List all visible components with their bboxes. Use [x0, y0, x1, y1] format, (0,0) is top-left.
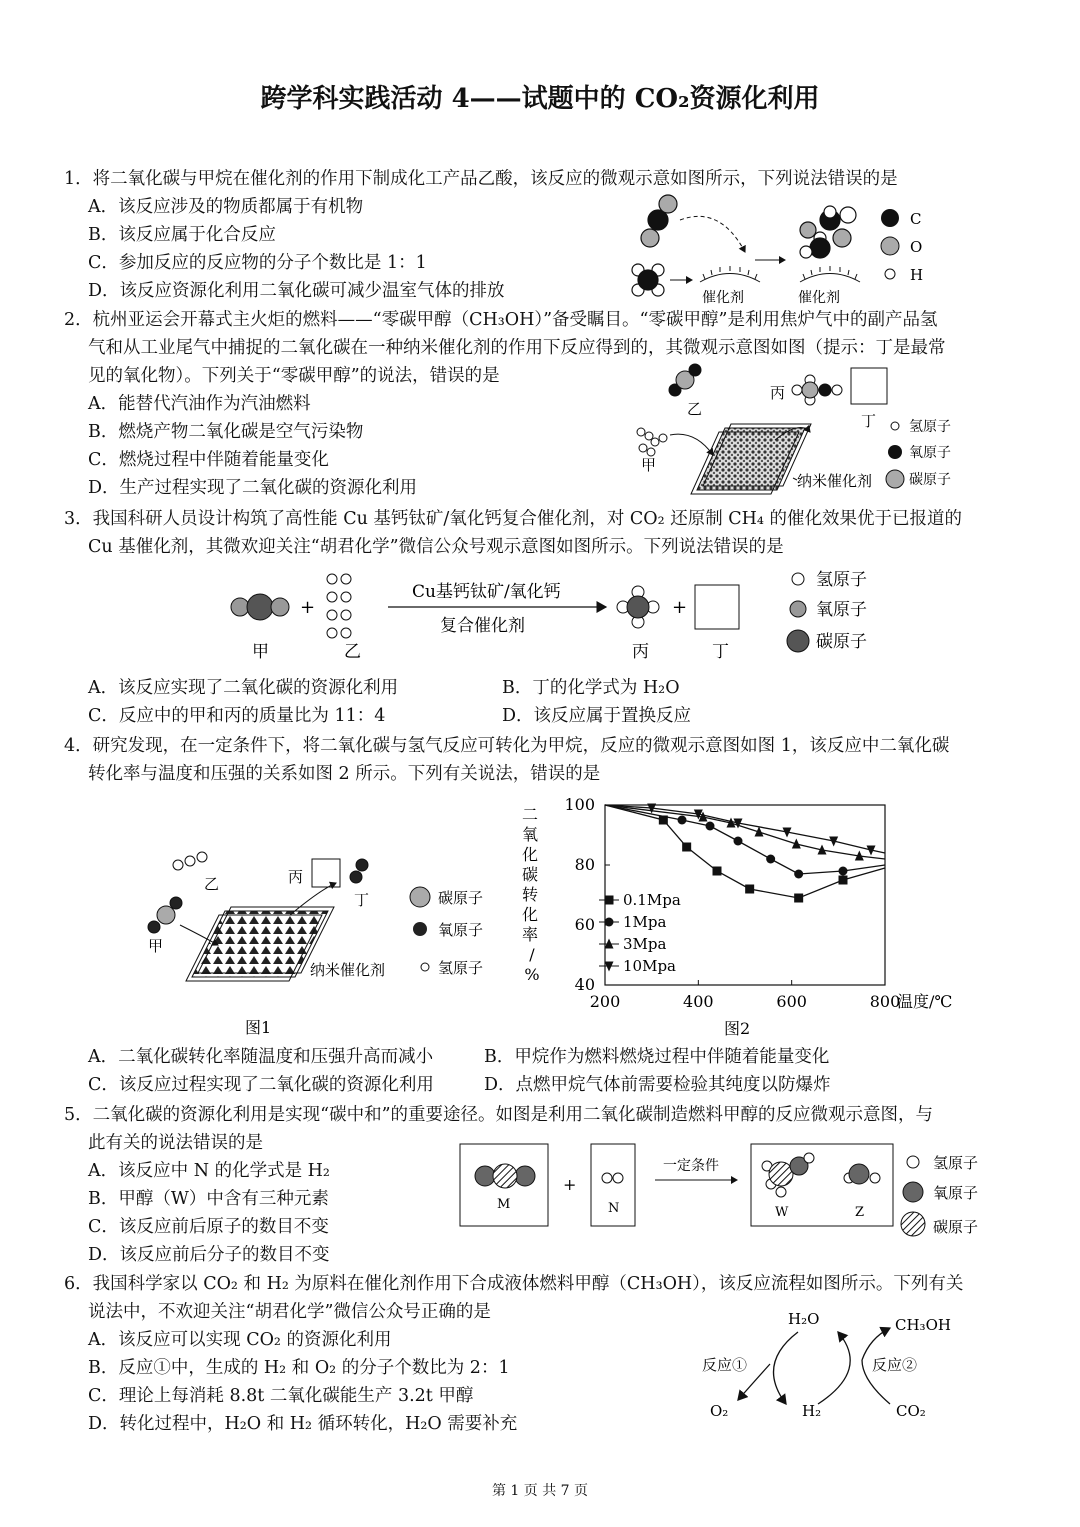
q5-option-a: A．该反应中 N 的化学式是 H₂	[88, 1161, 330, 1181]
y-tick-label: 100	[564, 795, 595, 814]
carbon-atom-icon	[787, 630, 809, 652]
x-tick-label: 200	[589, 992, 621, 1011]
q4-ding-label: 丁	[354, 891, 370, 909]
q3-condition-bottom: 复合催化剂	[440, 616, 525, 636]
q4-fig1-caption: 图1	[245, 1018, 272, 1037]
hydrogen-atom-icon	[891, 422, 899, 430]
legend-entry: 3Mpa	[623, 935, 667, 953]
q6-figure	[690, 1300, 970, 1430]
q5-stem-line-1: 5．二氧化碳的资源化利用是实现“碳中和”的重要途径。如图是利用二氧化碳制造燃料甲醇的反应微观示意图，与	[64, 1105, 934, 1125]
q4-stem-line-2: 转化率与温度和压强的关系如图 2 所示。下列有关说法，错误的是	[88, 764, 601, 784]
q1-catalyst-label-2: 催化剂	[798, 290, 840, 305]
q5-label-w: W	[775, 1205, 789, 1220]
oxygen-atom-icon	[413, 922, 427, 936]
q3-plus-2: +	[672, 597, 688, 618]
q4-figure-1	[140, 845, 510, 1040]
q5-legend-c: 碳原子	[933, 1218, 979, 1236]
q4-stem-line-1: 4．研究发现，在一定条件下，将二氧化碳与氢气反应可转化为甲烷，反应的微观示意图如图 1，该反应中二氧化碳	[64, 736, 950, 756]
chart-point	[745, 885, 754, 894]
q3-yi-label: 乙	[344, 642, 361, 662]
chart-point	[706, 822, 715, 831]
hydrogen-atom-icon	[421, 963, 429, 971]
chart-point	[682, 843, 691, 852]
legend-entry: 1Mpa	[623, 913, 667, 931]
y-axis-label: 二氧化碳转化率/ %	[521, 805, 540, 984]
q6-option-c: C．理论上每消耗 8.8t 二氧化碳能生产 3.2t 甲醇	[88, 1386, 474, 1406]
hydrogen-atom-icon	[792, 573, 804, 585]
q3-option-d: D．该反应属于置换反应	[502, 706, 692, 726]
q6-co2: CO₂	[896, 1402, 926, 1420]
series-line-3	[605, 805, 885, 853]
q2-stem-line-1: 2．杭州亚运会开幕式主火炬的燃料——“零碳甲醇（CH₃OH）”备受瞩目。“零碳甲醇”是利用焦炉气中的副产品氢	[64, 310, 938, 330]
q2-jia-label: 甲	[641, 456, 657, 474]
chart-point	[605, 918, 614, 927]
q5-option-c: C．该反应前后原子的数目不变	[88, 1217, 329, 1237]
q1-legend-h: H	[910, 266, 924, 284]
q6-stem-line-2: 说法中，不欢迎关注“胡君化学”微信公众号正确的是	[88, 1302, 491, 1322]
q1-option-a: A．该反应涉及的物质都属于有机物	[88, 197, 364, 217]
q1-legend-c: C	[910, 210, 922, 228]
q5-figure	[455, 1140, 995, 1240]
q2-ding-label: 丁	[861, 412, 877, 430]
q2-legend-o: 氧原子	[909, 445, 951, 461]
q2-stem-line-3: 见的氧化物）。下列关于“零碳甲醇”的说法，错误的是	[88, 366, 500, 386]
q5-label-m: M	[497, 1197, 511, 1212]
q3-option-c: C．反应中的甲和丙的质量比为 11：4	[88, 706, 386, 726]
carbon-atom-icon	[410, 887, 430, 907]
q6-reaction-2: 反应②	[872, 1356, 918, 1374]
oxygen-atom-icon	[888, 445, 902, 459]
q4-bing-label: 丙	[288, 868, 304, 886]
q2-legend-c: 碳原子	[909, 472, 951, 488]
chart-point	[839, 876, 848, 885]
page-footer: 第 1 页 共 7 页	[491, 1483, 589, 1499]
q6-h2o: H₂O	[788, 1310, 820, 1328]
q3-option-b: B．丁的化学式为 H₂O	[502, 678, 680, 698]
q4-chart	[510, 790, 980, 1040]
q4-legend-h: 氢原子	[438, 959, 484, 977]
q4-option-b: B．甲烷作为燃料燃烧过程中伴随着能量变化	[484, 1047, 830, 1067]
q4-option-c: C．该反应过程实现了二氧化碳的资源化利用	[88, 1075, 434, 1095]
q2-legend-h: 氢原子	[909, 419, 951, 435]
q1-option-d: D．该反应资源化利用二氧化碳可减少温室气体的排放	[88, 281, 505, 301]
q6-o2: O₂	[710, 1402, 729, 1420]
q1-catalyst-label-1: 催化剂	[702, 290, 744, 305]
oxygen-atom-icon	[881, 237, 899, 255]
q5-legend-o: 氧原子	[933, 1184, 979, 1202]
q5-option-d: D．该反应前后分子的数目不变	[88, 1245, 330, 1265]
q6-reaction-1: 反应①	[702, 1356, 748, 1374]
q3-jia-label: 甲	[252, 642, 269, 662]
q6-h2: H₂	[802, 1402, 822, 1420]
q4-option-d: D．点燃甲烷气体前需要检验其纯度以防爆炸	[484, 1075, 831, 1095]
chart-point	[794, 870, 803, 879]
q5-label-z: Z	[855, 1205, 865, 1220]
q4-fig2-caption: 图2	[724, 1019, 751, 1038]
carbon-atom-icon	[881, 209, 899, 227]
q4-option-a: A．二氧化碳转化率随温度和压强升高而减小	[88, 1047, 434, 1067]
q6-option-b: B．反应①中，生成的 H₂ 和 O₂ 的分子个数比为 2：1	[88, 1358, 510, 1378]
q4-jia-label: 甲	[148, 937, 164, 955]
hydrogen-atom-icon	[907, 1156, 919, 1168]
q2-figure	[625, 360, 980, 500]
q1-legend-o: O	[910, 238, 923, 256]
chart-point	[839, 867, 848, 876]
q3-legend-c: 碳原子	[816, 632, 867, 652]
q6-option-a: A．该反应可以实现 CO₂ 的资源化利用	[88, 1330, 392, 1350]
q4-catalyst-label: 纳米催化剂	[310, 961, 386, 979]
q2-catalyst-label: 纳米催化剂	[797, 472, 873, 490]
q2-yi-label: 乙	[687, 400, 703, 418]
chart-point	[713, 867, 722, 876]
q1-option-b: B．该反应属于化合反应	[88, 225, 276, 245]
carbon-atom-icon	[901, 1212, 925, 1236]
q3-ding-label: 丁	[712, 642, 729, 662]
q2-option-b: B．燃烧产物二氧化碳是空气污染物	[88, 422, 364, 442]
q5-legend-h: 氢原子	[933, 1154, 979, 1172]
chart-point	[605, 896, 614, 905]
y-tick-label: 80	[574, 855, 595, 874]
q3-bing-label: 丙	[632, 642, 649, 662]
x-tick-label: 400	[683, 992, 714, 1011]
x-axis-label: 温度/℃	[897, 992, 953, 1011]
legend-entry: 0.1Mpa	[623, 891, 681, 909]
y-tick-label: 60	[574, 915, 595, 934]
q6-stem-line-1: 6．我国科学家以 CO₂ 和 H₂ 为原料在催化剂作用下合成液体燃料甲醇（CH₃OH），该反应流程如图所示。下列有关	[64, 1274, 964, 1294]
q3-option-a: A．该反应实现了二氧化碳的资源化利用	[88, 678, 399, 698]
chart-point	[734, 837, 743, 846]
legend-entry: 10Mpa	[623, 957, 676, 975]
oxygen-atom-icon	[903, 1182, 923, 1202]
q4-legend-o: 氧原子	[438, 921, 484, 939]
oxygen-atom-icon	[790, 601, 806, 617]
x-tick-label: 800	[869, 992, 901, 1011]
q4-legend-c: 碳原子	[438, 889, 484, 907]
q3-plus-1: +	[300, 597, 316, 618]
q2-option-c: C．燃烧过程中伴随着能量变化	[88, 450, 329, 470]
y-tick-label: 40	[574, 975, 595, 994]
x-tick-label: 600	[776, 992, 807, 1011]
q3-stem-line-2: Cu 基催化剂，其微欢迎关注“胡君化学”微信公众号观示意图如图所示。下列说法错误的是	[88, 537, 784, 557]
q1-option-c: C．参加反应的反应物的分子个数比是 1：1	[88, 253, 427, 273]
q3-legend-o: 氧原子	[816, 600, 867, 620]
carbon-atom-icon	[886, 470, 904, 488]
q5-plus: +	[563, 1175, 577, 1194]
q5-option-b: B．甲醇（W）中含有三种元素	[88, 1189, 329, 1209]
q5-condition: 一定条件	[663, 1158, 719, 1174]
q3-condition-top: Cu基钙钛矿/氧化钙	[412, 582, 561, 602]
q1-figure	[620, 190, 950, 305]
q4-yi-label: 乙	[204, 875, 220, 893]
q3-stem-line-1: 3．我国科研人员设计构筑了高性能 Cu 基钙钛矿/氧化钙复合催化剂，对 CO₂ 还原制 CH₄ 的催化效果优于已报道的	[64, 509, 962, 529]
page-title: 跨学科实践活动 4——试题中的 CO₂资源化利用	[260, 84, 820, 114]
q2-option-d: D．生产过程实现了二氧化碳的资源化利用	[88, 478, 418, 498]
q3-figure	[220, 565, 900, 670]
chart-point	[678, 816, 687, 825]
hydrogen-atom-icon	[885, 269, 895, 279]
q1-stem: 1．将二氧化碳与甲烷在催化剂的作用下制成化工产品乙酸，该反应的微观示意如图所示，下列说法错误的是	[64, 169, 898, 189]
q2-bing-label: 丙	[770, 384, 786, 402]
q6-ch3oh: CH₃OH	[895, 1316, 951, 1334]
q3-legend-h: 氢原子	[816, 570, 867, 590]
q2-option-a: A．能替代汽油作为汽油燃料	[88, 394, 311, 414]
chart-point	[794, 894, 803, 903]
chart-point	[766, 855, 775, 864]
q2-stem-line-2: 气和从工业尾气中捕捉的二氧化碳在一种纳米催化剂的作用下反应得到的，其微观示意图如图（提示：丁是最常	[88, 338, 946, 358]
q6-option-d: D．转化过程中，H₂O 和 H₂ 循环转化，H₂O 需要补充	[88, 1414, 518, 1434]
q5-label-n: N	[608, 1201, 620, 1216]
q5-stem-line-2: 此有关的说法错误的是	[88, 1133, 263, 1153]
